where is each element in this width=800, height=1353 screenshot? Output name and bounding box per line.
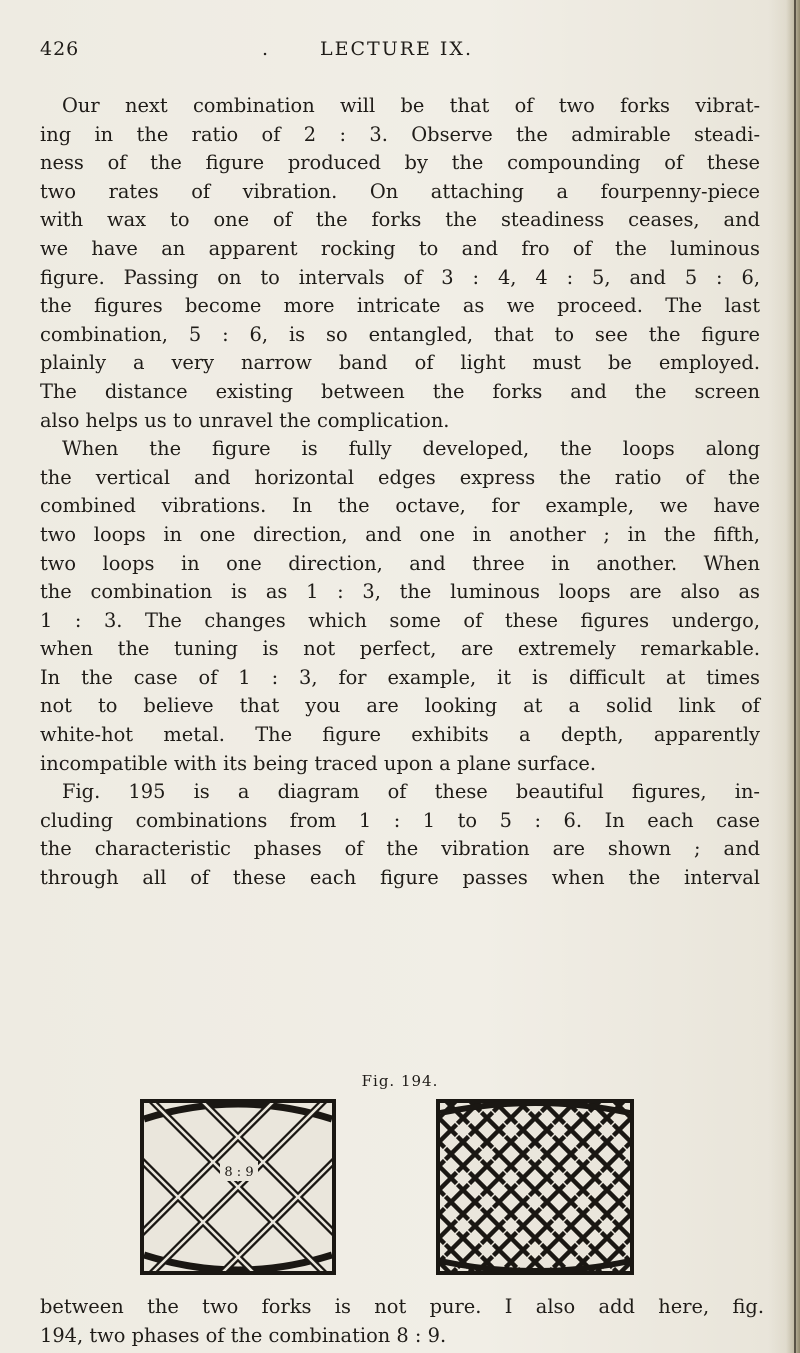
text-line: two loops in one direction, and three in another. When xyxy=(40,551,760,575)
body-text xyxy=(40,92,760,893)
figure-caption: Fig. 194. xyxy=(361,1072,439,1090)
text-line: two loops in one direction, and one in another ; in the fifth, xyxy=(40,522,760,546)
figure-194-phase-b xyxy=(436,1099,634,1275)
text-line: when the tuning is not perfect, are extremely remarkable. xyxy=(40,637,760,661)
text-line: white-hot metal. The figure exhibits a depth, apparently xyxy=(40,723,760,747)
text-line: we have an apparent rocking to and fro of the luminous xyxy=(40,236,760,260)
text-line: ing in the ratio of 2 : 3. Observe the admirable steadi- xyxy=(40,122,760,146)
text-line: the figures become more intricate as we proceed. The last xyxy=(40,294,760,318)
text-line: In the case of 1 : 3, for example, it is difficult at times xyxy=(40,665,760,689)
running-head xyxy=(40,38,760,68)
text-line: figure. Passing on to intervals of 3 : 4, 4 : 5, and 5 : 6, xyxy=(40,265,760,289)
page-edge-shadow xyxy=(786,0,800,1353)
text-line: also helps us to unravel the complication. xyxy=(40,408,450,432)
text-line: incompatible with its being traced upon a plane surface. xyxy=(40,751,597,775)
text-line: the combination is as 1 : 3, the luminous loops are also as xyxy=(40,580,760,604)
text-line: between the two forks is not pure. I also add here, fig. xyxy=(40,1295,764,1318)
text-line: The distance existing between the forks and the screen xyxy=(40,379,760,403)
figure-label: 8 : 9 xyxy=(224,1165,254,1180)
figure-194-phase-a xyxy=(140,1099,336,1275)
text-line: 194, two phases of the combination 8 : 9. xyxy=(40,1323,447,1347)
body-text-continued xyxy=(40,1293,764,1350)
text-line: When the figure is fully developed, the loops along xyxy=(62,437,760,461)
page-number: 426 xyxy=(40,38,80,60)
text-line: two rates of vibration. On attaching a fourpenny-piece xyxy=(40,179,760,203)
text-line: the vertical and horizontal edges express the ratio of the xyxy=(40,465,760,489)
text-line: the characteristic phases of the vibration are shown ; and xyxy=(40,837,760,861)
text-line: through all of these each figure passes when the interval xyxy=(40,866,760,890)
page-edge-line xyxy=(794,0,796,1353)
running-head-separator: . xyxy=(262,38,270,60)
text-line: Our next combination will be that of two forks vibrat- xyxy=(62,94,760,117)
text-line: with wax to one of the forks the steadiness ceases, and xyxy=(40,208,760,232)
running-head-title: LECTURE IX. xyxy=(320,38,473,60)
text-line: Fig. 195 is a diagram of these beautiful figures, in- xyxy=(62,780,760,804)
text-line: not to believe that you are looking at a solid link of xyxy=(40,694,760,718)
text-line: 1 : 3. The changes which some of these figures undergo, xyxy=(40,608,760,632)
text-line: ness of the figure produced by the compounding of these xyxy=(40,151,760,175)
text-line: cluding combinations from 1 : 1 to 5 : 6. In each case xyxy=(40,808,760,832)
text-line: plainly a very narrow band of light must be employed. xyxy=(40,351,760,375)
text-line: combined vibrations. In the octave, for example, we have xyxy=(40,494,760,518)
text-line: combination, 5 : 6, is so entangled, that to see the figure xyxy=(40,322,760,346)
